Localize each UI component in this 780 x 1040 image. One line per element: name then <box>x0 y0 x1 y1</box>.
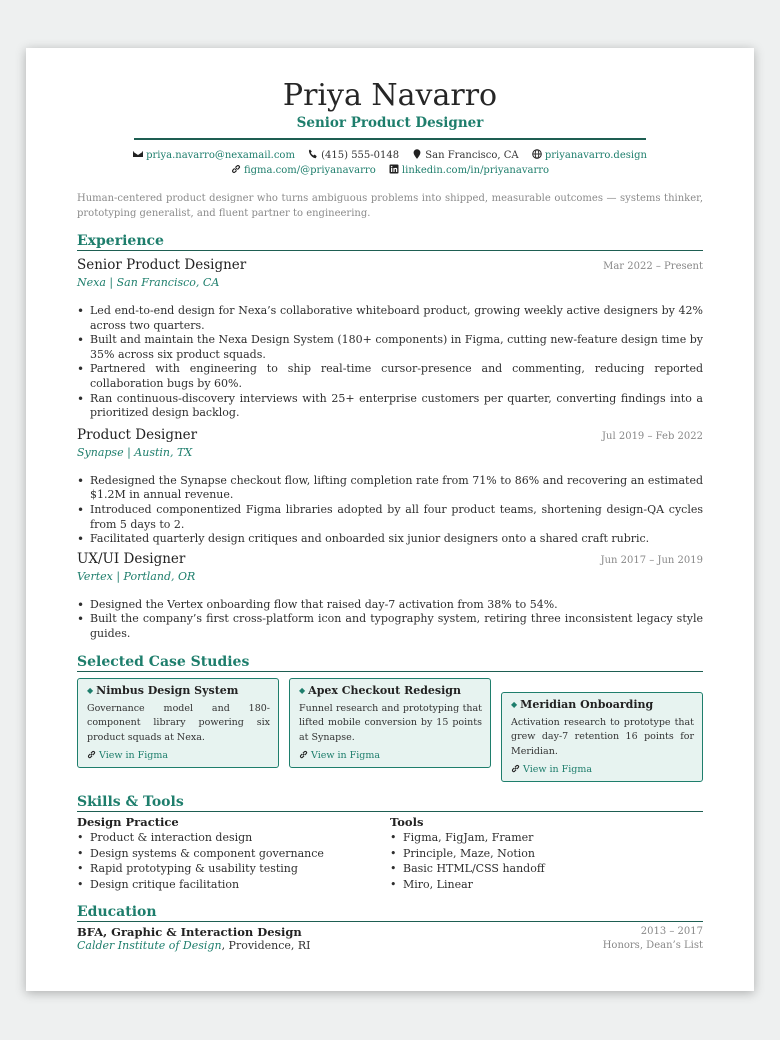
education-school <box>77 939 311 953</box>
education-location: , Providence, RI <box>221 939 311 953</box>
job-organization: Nexa | San Francisco, CA <box>77 276 220 289</box>
skills-heading: Tools <box>390 815 424 829</box>
list-item: • Principle, Maze, Notion <box>390 846 703 862</box>
case-study-link[interactable]: View in Figma <box>299 749 482 763</box>
envelope-icon <box>133 149 143 159</box>
case-study-card <box>77 678 279 769</box>
professional-summary: Human-centered product designer who turns ambiguous problems into shipped, measurable outcomes — systems thinker, prototyping generalist, and fluent partner to engineering. <box>77 193 703 219</box>
case-study-card <box>501 692 703 783</box>
list-item: • Miro, Linear <box>390 877 703 893</box>
phone-icon <box>308 149 318 159</box>
contact-figma[interactable]: figma.com/@priyanavarro <box>231 165 376 176</box>
list-item: • Design systems & component governance <box>77 846 390 862</box>
job-bullets <box>77 304 703 421</box>
list-item: • Built the company’s first cross-platform icon and typography system, retiring three inconsistent legacy style guides. <box>77 612 703 641</box>
skills-heading: Design Practice <box>77 815 179 829</box>
skills-column <box>390 815 703 892</box>
list-item: • Product & interaction design <box>77 830 390 846</box>
skills-list <box>390 830 703 892</box>
candidate-role: Senior Product Designer <box>296 115 484 131</box>
job-dates: Jun 2017 – Jun 2019 <box>600 554 703 566</box>
bullet-icon: ◆ <box>299 684 306 695</box>
case-study-link[interactable]: View in Figma <box>87 749 270 763</box>
contact-location: San Francisco, CA <box>412 150 518 161</box>
bullet-icon: ◆ <box>511 698 518 709</box>
list-item: • Redesigned the Synapse checkout flow, lifting completion rate from 71% to 86% and recovering an estimated $1.2M in annual revenue. <box>77 474 703 503</box>
job-dates: Mar 2022 – Present <box>603 261 703 272</box>
job-bullets <box>77 598 703 642</box>
skills-list <box>77 830 390 892</box>
linkedin-icon <box>389 164 399 174</box>
case-study-title: Meridian Onboarding <box>520 697 654 711</box>
section-title-experience: Experience <box>77 232 703 251</box>
case-study-description: Funnel research and prototyping that lifted mobile conversion by 15 points at Synapse. <box>299 702 482 743</box>
header-divider <box>134 138 646 140</box>
list-item: • Introduced componentized Figma libraries adopted by all four product teams, shortening design-QA cycles from 5 days to 2. <box>77 503 703 532</box>
contact-linkedin[interactable]: linkedin.com/in/priyanavarro <box>389 165 549 176</box>
link-icon <box>231 164 241 174</box>
case-study-cards <box>77 678 703 783</box>
list-item: • Built and maintain the Nexa Design System (180+ components) in Figma, cutting new-feature design time by 35% across six product squads. <box>77 333 703 362</box>
job-entry <box>77 427 703 547</box>
bullet-icon: ◆ <box>87 684 94 695</box>
case-study-link[interactable]: View in Figma <box>511 763 694 777</box>
job-title: UX/UI Designer <box>77 550 186 567</box>
education-entry <box>77 925 703 953</box>
globe-icon <box>532 149 542 159</box>
list-item: • Ran continuous-discovery interviews with 25+ enterprise customers per quarter, converting findings into a prioritized design backlog. <box>77 392 703 421</box>
link-icon <box>511 764 520 773</box>
job-title: Senior Product Designer <box>77 257 247 273</box>
job-organization: Synapse | Austin, TX <box>77 445 193 459</box>
job-organization: Vertex | Portland, OR <box>77 569 196 583</box>
contact-list <box>77 148 703 178</box>
contact-website[interactable]: priyanavarro.design <box>532 150 647 161</box>
list-item: • Partnered with engineering to ship real-time cursor-presence and commenting, reducing reported collaboration bugs by 60%. <box>77 362 703 391</box>
section-title-education: Education <box>77 903 703 922</box>
case-study-description: Activation research to prototype that grew day-7 retention 16 points for Meridian. <box>511 716 694 757</box>
list-item: • Design critique facilitation <box>77 877 390 893</box>
list-item: • Facilitated quarterly design critiques and onboarded six junior designers onto a shared craft rubric. <box>77 532 703 547</box>
job-entry <box>77 551 703 642</box>
candidate-name: Priya Navarro <box>282 78 498 113</box>
job-title: Product Designer <box>77 426 198 443</box>
case-study-description: Governance model and 180-component library powering six product squads at Nexa. <box>87 702 270 743</box>
education-dates: 2013 – 2017 <box>640 926 703 938</box>
skills-column <box>77 815 390 892</box>
list-item: • Rapid prototyping & usability testing <box>77 861 390 877</box>
case-study-card <box>289 678 491 769</box>
list-item: • Basic HTML/CSS handoff <box>390 861 703 877</box>
resume-content <box>77 48 703 953</box>
job-entry <box>77 257 703 421</box>
link-icon <box>87 750 96 759</box>
case-study-title: Nimbus Design System <box>96 683 239 697</box>
skills-grid <box>77 815 703 892</box>
list-item: • Designed the Vertex onboarding flow that raised day-7 activation from 38% to 54%. <box>77 598 703 613</box>
list-item: • Figma, FigJam, Framer <box>390 830 703 846</box>
section-title-case-studies: Selected Case Studies <box>77 653 703 672</box>
education-degree: BFA, Graphic & Interaction Design <box>77 925 302 940</box>
education-honors: Honors, Dean’s List <box>602 940 703 952</box>
job-bullets <box>77 474 703 547</box>
contact-email[interactable]: priya.navarro@nexamail.com <box>133 150 295 161</box>
map-pin-icon <box>412 149 422 159</box>
section-title-skills: Skills & Tools <box>77 793 703 812</box>
link-icon <box>299 750 308 759</box>
education-institution: Calder Institute of Design <box>77 939 222 953</box>
resume-page <box>26 48 754 991</box>
contact-phone: (415) 555-0148 <box>308 150 399 161</box>
list-item: • Led end-to-end design for Nexa’s collaborative whiteboard product, growing weekly active designers by 42% across two quarters. <box>77 304 703 333</box>
job-dates: Jul 2019 – Feb 2022 <box>602 430 703 442</box>
case-study-title: Apex Checkout Redesign <box>308 683 461 697</box>
